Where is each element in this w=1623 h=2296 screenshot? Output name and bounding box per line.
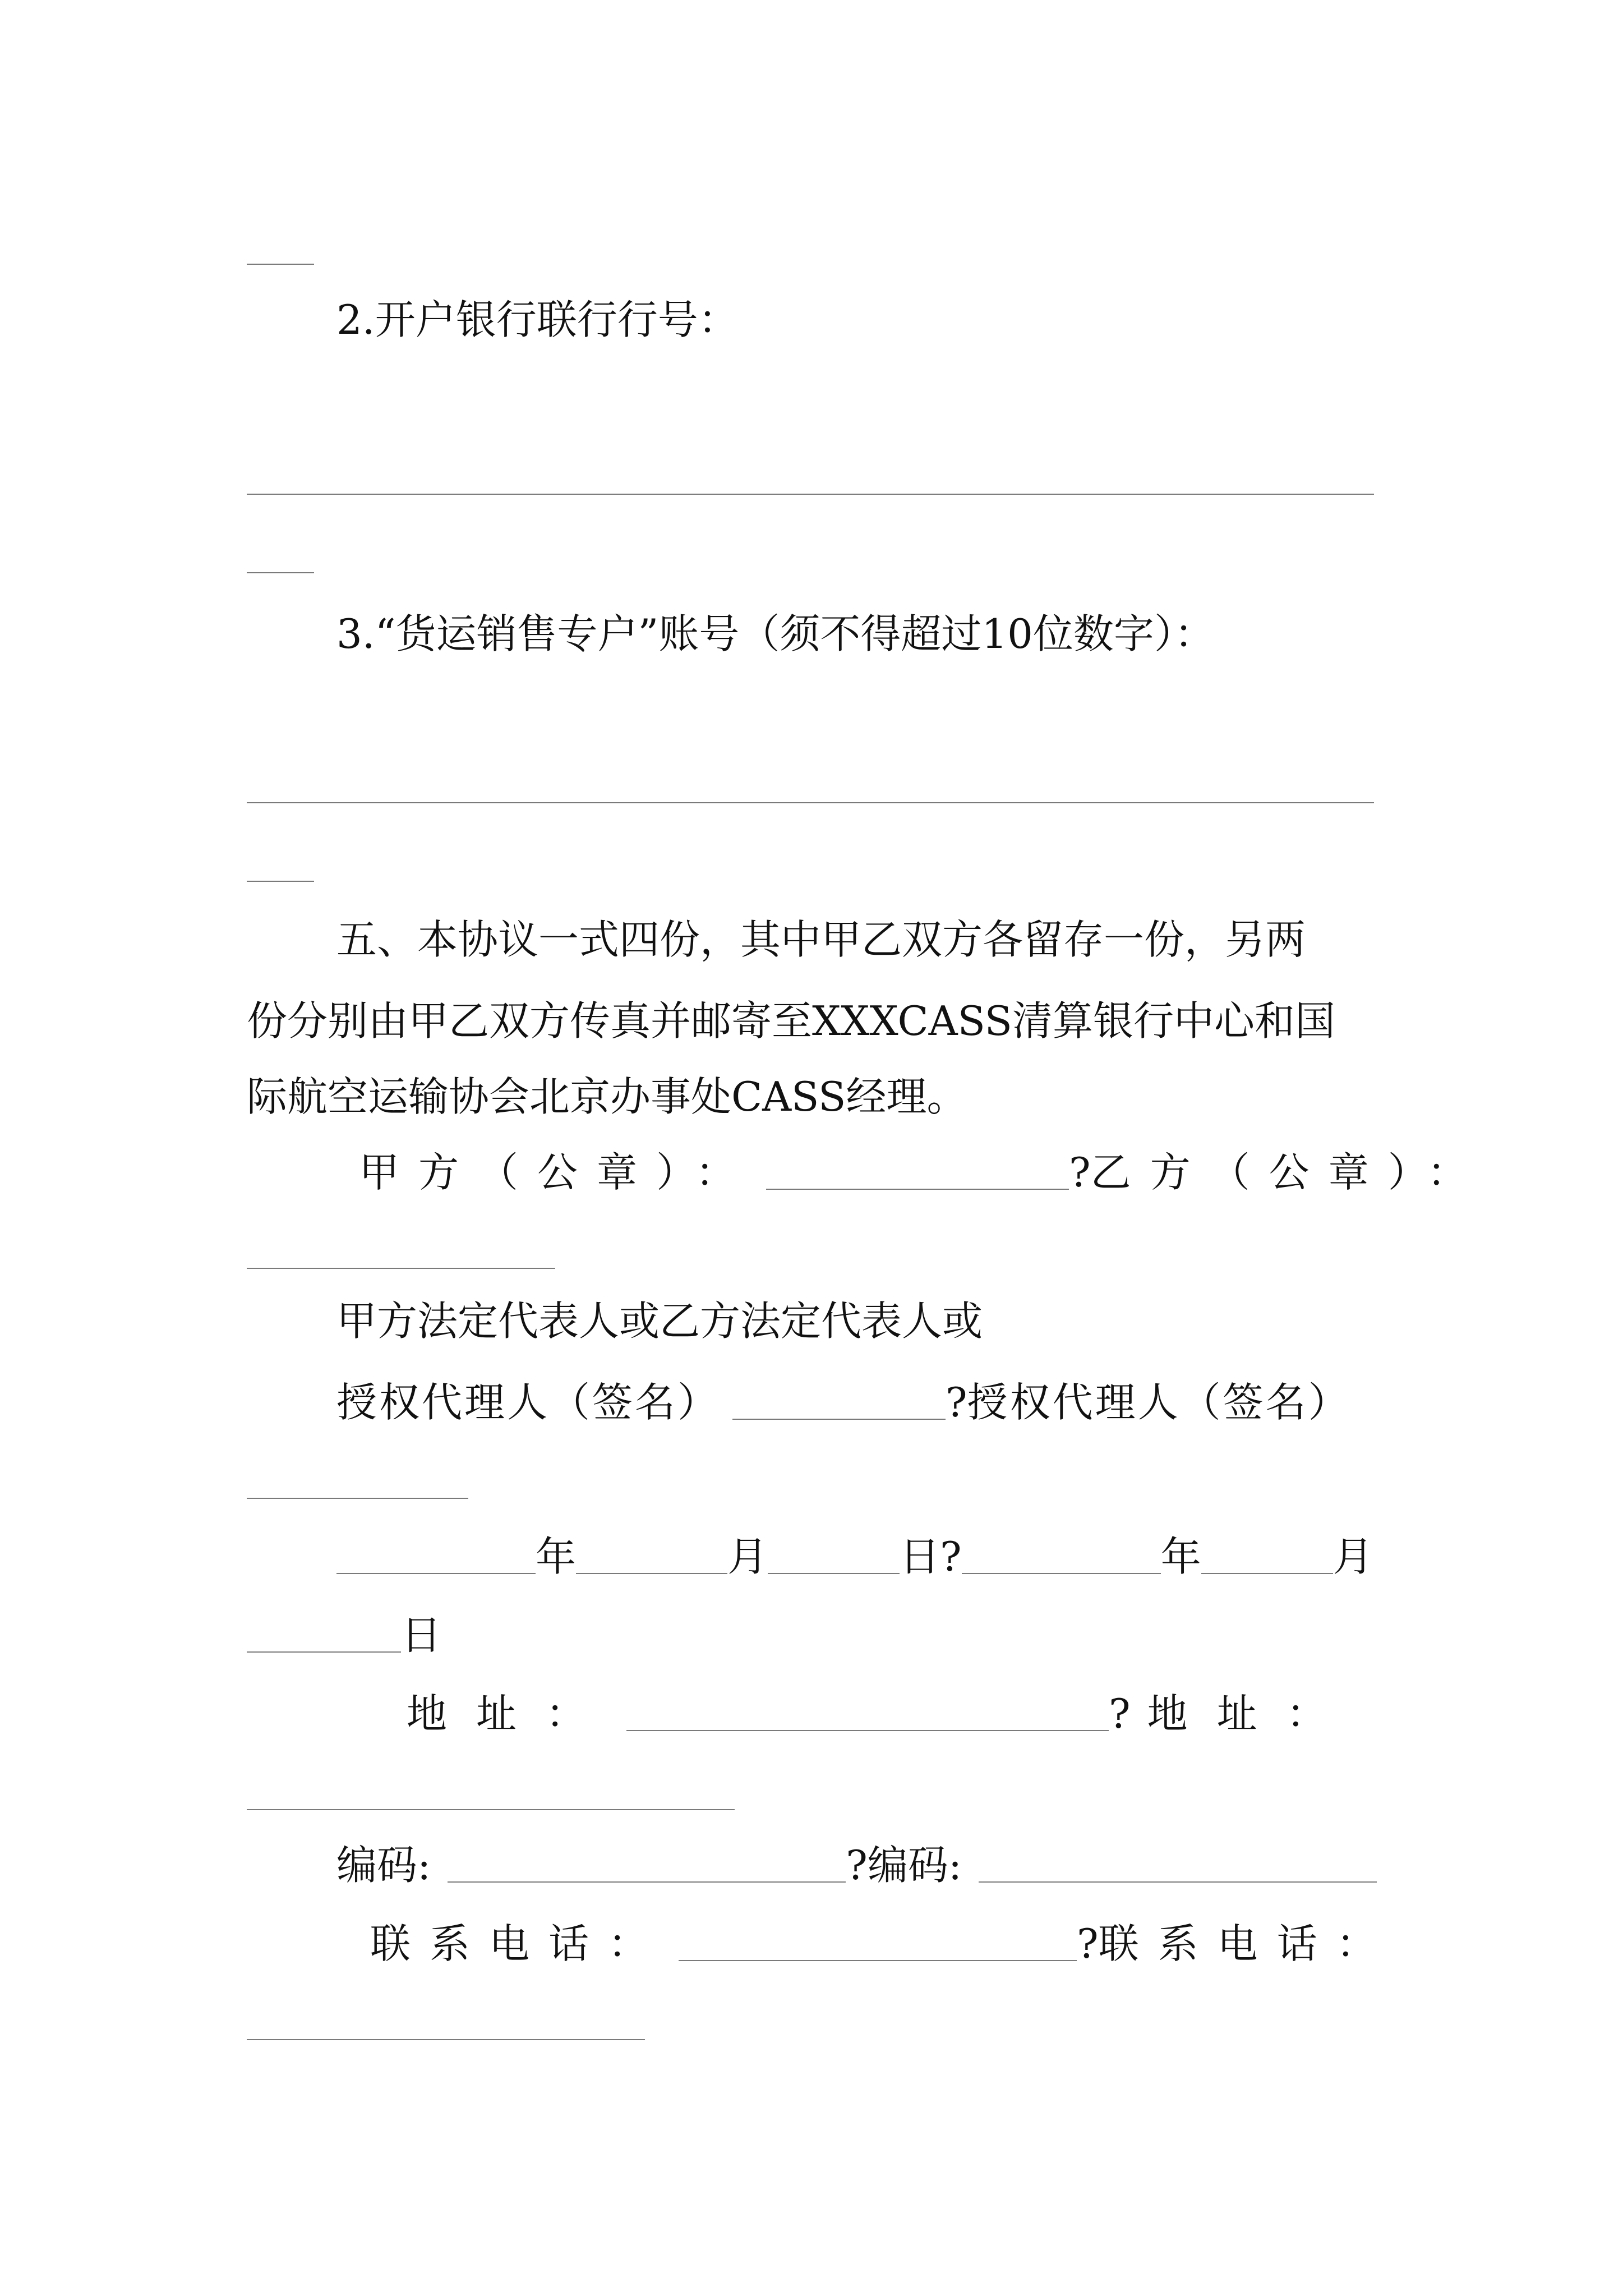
party-a-code-label: 编码: <box>336 1842 431 1889</box>
party-a-seal-label: 甲方（公章）： <box>359 1149 755 1196</box>
party-b-phone-label: 联系电话： <box>1098 1920 1396 1967</box>
clause-5-line-3: 际航空运输协会北京办事处CASS经理。 <box>247 1073 967 1120</box>
clause-5-line-1: 五、本协议一式四份，其中甲乙双方各留存一份，另两 <box>336 916 1306 963</box>
postal-code-row <box>336 1840 1377 1890</box>
legal-rep-line: 甲方法定代表人或乙方法定代表人或 <box>336 1297 983 1345</box>
party-a-year-field[interactable] <box>336 1539 536 1574</box>
seal-row <box>359 1147 1487 1198</box>
party-a-agent-field[interactable] <box>732 1385 946 1420</box>
address-separator: ? <box>1109 1690 1131 1737</box>
party-b-month-label: 月 <box>1332 1533 1373 1580</box>
party-b-address-field[interactable] <box>247 1809 735 1810</box>
party-a-address-field[interactable] <box>626 1696 1109 1731</box>
seal-separator: ? <box>1069 1149 1091 1196</box>
party-a-month-field[interactable] <box>576 1539 727 1574</box>
item-2-answer-line[interactable] <box>247 494 1374 495</box>
item-3-answer-line-end <box>247 881 314 882</box>
address-row <box>407 1688 1356 1739</box>
party-b-month-field[interactable] <box>1201 1539 1333 1574</box>
party-b-agent-label: 授权代理人（签名） <box>967 1379 1351 1426</box>
continuation-rule <box>247 264 314 265</box>
code-separator: ? <box>846 1842 868 1889</box>
date-row-continued <box>247 1610 441 1660</box>
clause-5-line-2: 份分别由甲乙双方传真并邮寄至XXXCASS清算银行中心和国 <box>247 997 1335 1045</box>
agent-row <box>336 1377 1351 1428</box>
party-a-address-label: 地址： <box>407 1690 616 1737</box>
party-b-code-label: 编码: <box>867 1842 962 1889</box>
phone-separator: ? <box>1077 1920 1099 1967</box>
agent-separator: ? <box>946 1379 967 1426</box>
party-b-phone-field[interactable] <box>247 2039 645 2040</box>
party-a-month-label: 月 <box>727 1533 768 1580</box>
party-a-phone-label: 联系电话： <box>370 1920 668 1967</box>
party-b-year-field[interactable] <box>962 1539 1161 1574</box>
party-b-code-field[interactable] <box>979 1848 1377 1883</box>
party-b-seal-label: 乙方（公章）： <box>1090 1149 1487 1196</box>
item-2-answer-line-end <box>247 572 314 573</box>
party-b-day-field[interactable] <box>247 1618 401 1653</box>
party-a-day-field[interactable] <box>768 1539 900 1574</box>
party-b-seal-field[interactable] <box>247 1268 555 1269</box>
phone-row <box>370 1918 1396 1969</box>
item-3-answer-line[interactable] <box>247 802 1374 803</box>
item-3-label: 3.“货运销售专户”账号（须不得超过10位数字）： <box>336 610 1215 657</box>
party-a-phone-field[interactable] <box>679 1926 1077 1961</box>
date-row <box>336 1531 1373 1582</box>
party-a-seal-field[interactable] <box>766 1155 1069 1190</box>
party-a-year-label: 年 <box>536 1533 577 1580</box>
party-b-agent-field[interactable] <box>247 1498 468 1499</box>
item-2-label: 2.开户银行联行行号： <box>336 296 739 343</box>
party-a-day-label: 日? <box>900 1533 962 1580</box>
party-b-year-label: 年 <box>1160 1533 1201 1580</box>
party-a-agent-label: 授权代理人（签名） <box>336 1379 721 1426</box>
party-b-address-label: 地址： <box>1147 1690 1356 1737</box>
party-b-day-label: 日 <box>401 1612 442 1659</box>
party-a-code-field[interactable] <box>448 1848 846 1883</box>
